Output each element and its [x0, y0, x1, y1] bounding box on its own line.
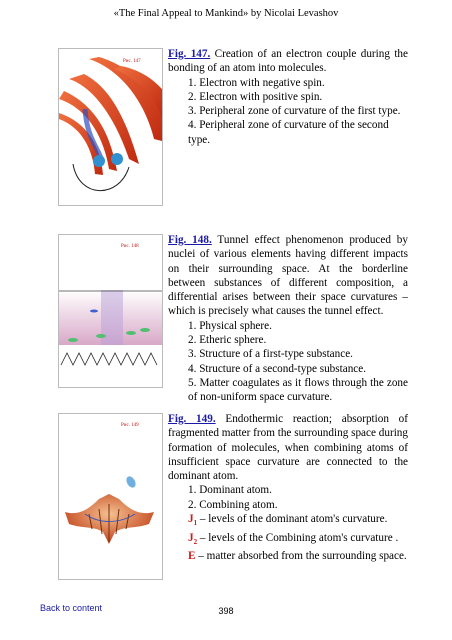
figure-148-image	[58, 234, 163, 388]
figure-147-caption	[168, 47, 408, 147]
back-to-content-link[interactable]: Back to content	[40, 603, 103, 613]
figure-149-item-2: 2. Combining atom.	[188, 498, 278, 511]
figure-147-item-2: 2. Electron with positive spin.	[188, 90, 323, 103]
j2-text: – levels of the Combining atom's curvature .	[197, 531, 399, 544]
j2-label: J	[188, 531, 194, 544]
figure-148-ref[interactable]: Fig. 148.	[168, 234, 212, 246]
figure-149-label: Рис. 149	[121, 423, 139, 428]
figure-149-item-1: 1. Dominant atom.	[188, 484, 272, 497]
page-header: «The Final Appeal to Mankind» by Nicolai Levashov	[113, 8, 339, 19]
figure-147-item-1: 1. Electron with negative spin.	[188, 76, 325, 89]
figure-149-caption	[168, 412, 408, 563]
figure-149-image	[58, 413, 163, 580]
j2-sub: 2	[193, 537, 198, 546]
figure-147-item-3: 3. Peripheral zone of curvature of the first type.	[188, 105, 401, 118]
figure-148-label: Рис. 148	[121, 244, 139, 249]
figure-148-item-2: 2. Etheric sphere.	[188, 334, 267, 347]
figure-148-item-5: 5. Matter coagulates as it flows through the zone of non-uniform space curvature.	[188, 376, 408, 404]
j1-label: J	[188, 513, 194, 526]
figure-147-label: Рис. 147	[123, 59, 141, 64]
figure-149-ref[interactable]: Fig. 149.	[168, 413, 216, 425]
figure-148-item-3: 3. Structure of a first-type substance.	[188, 348, 353, 361]
figure-149-j1	[168, 512, 408, 531]
figure-147-image	[58, 48, 163, 206]
figure-148-caption	[168, 233, 408, 405]
figure-147-ref[interactable]: Fig. 147.	[168, 48, 211, 60]
j1-sub: 1	[193, 519, 198, 528]
figure-147-text: Creation of an electron couple during the bonding of an atom into molecules.	[168, 48, 408, 75]
figure-148-item-4: 4. Structure of a second-type substance.	[188, 362, 367, 375]
figure-147-item-4: 4. Peripheral zone of curvature of the second type.	[188, 119, 389, 146]
figure-148-item-1: 1. Physical sphere.	[188, 319, 272, 332]
figure-149-text: Endothermic reaction; absorption of fragmented matter from the surrounding space during formation of molecules, when combining atoms of insufficient space curvature are connected to the dominant atom.	[168, 413, 408, 483]
figure-148-text: Tunnel effect phenomenon produced by nuclei of various elements having different impacts on their surrounding space. At the borderline between substances of different composition, a differential arises between their space curvatures – which is precisely what causes the tunnel effect.	[168, 234, 408, 318]
figure-149-e	[168, 549, 408, 563]
j1-text: – levels of the dominant atom's curvature.	[197, 513, 388, 526]
e-label: E	[188, 550, 196, 563]
page-number: 398	[218, 606, 234, 616]
figure-149-j2	[168, 531, 408, 550]
e-text: – matter absorbed from the surrounding space.	[195, 550, 407, 563]
